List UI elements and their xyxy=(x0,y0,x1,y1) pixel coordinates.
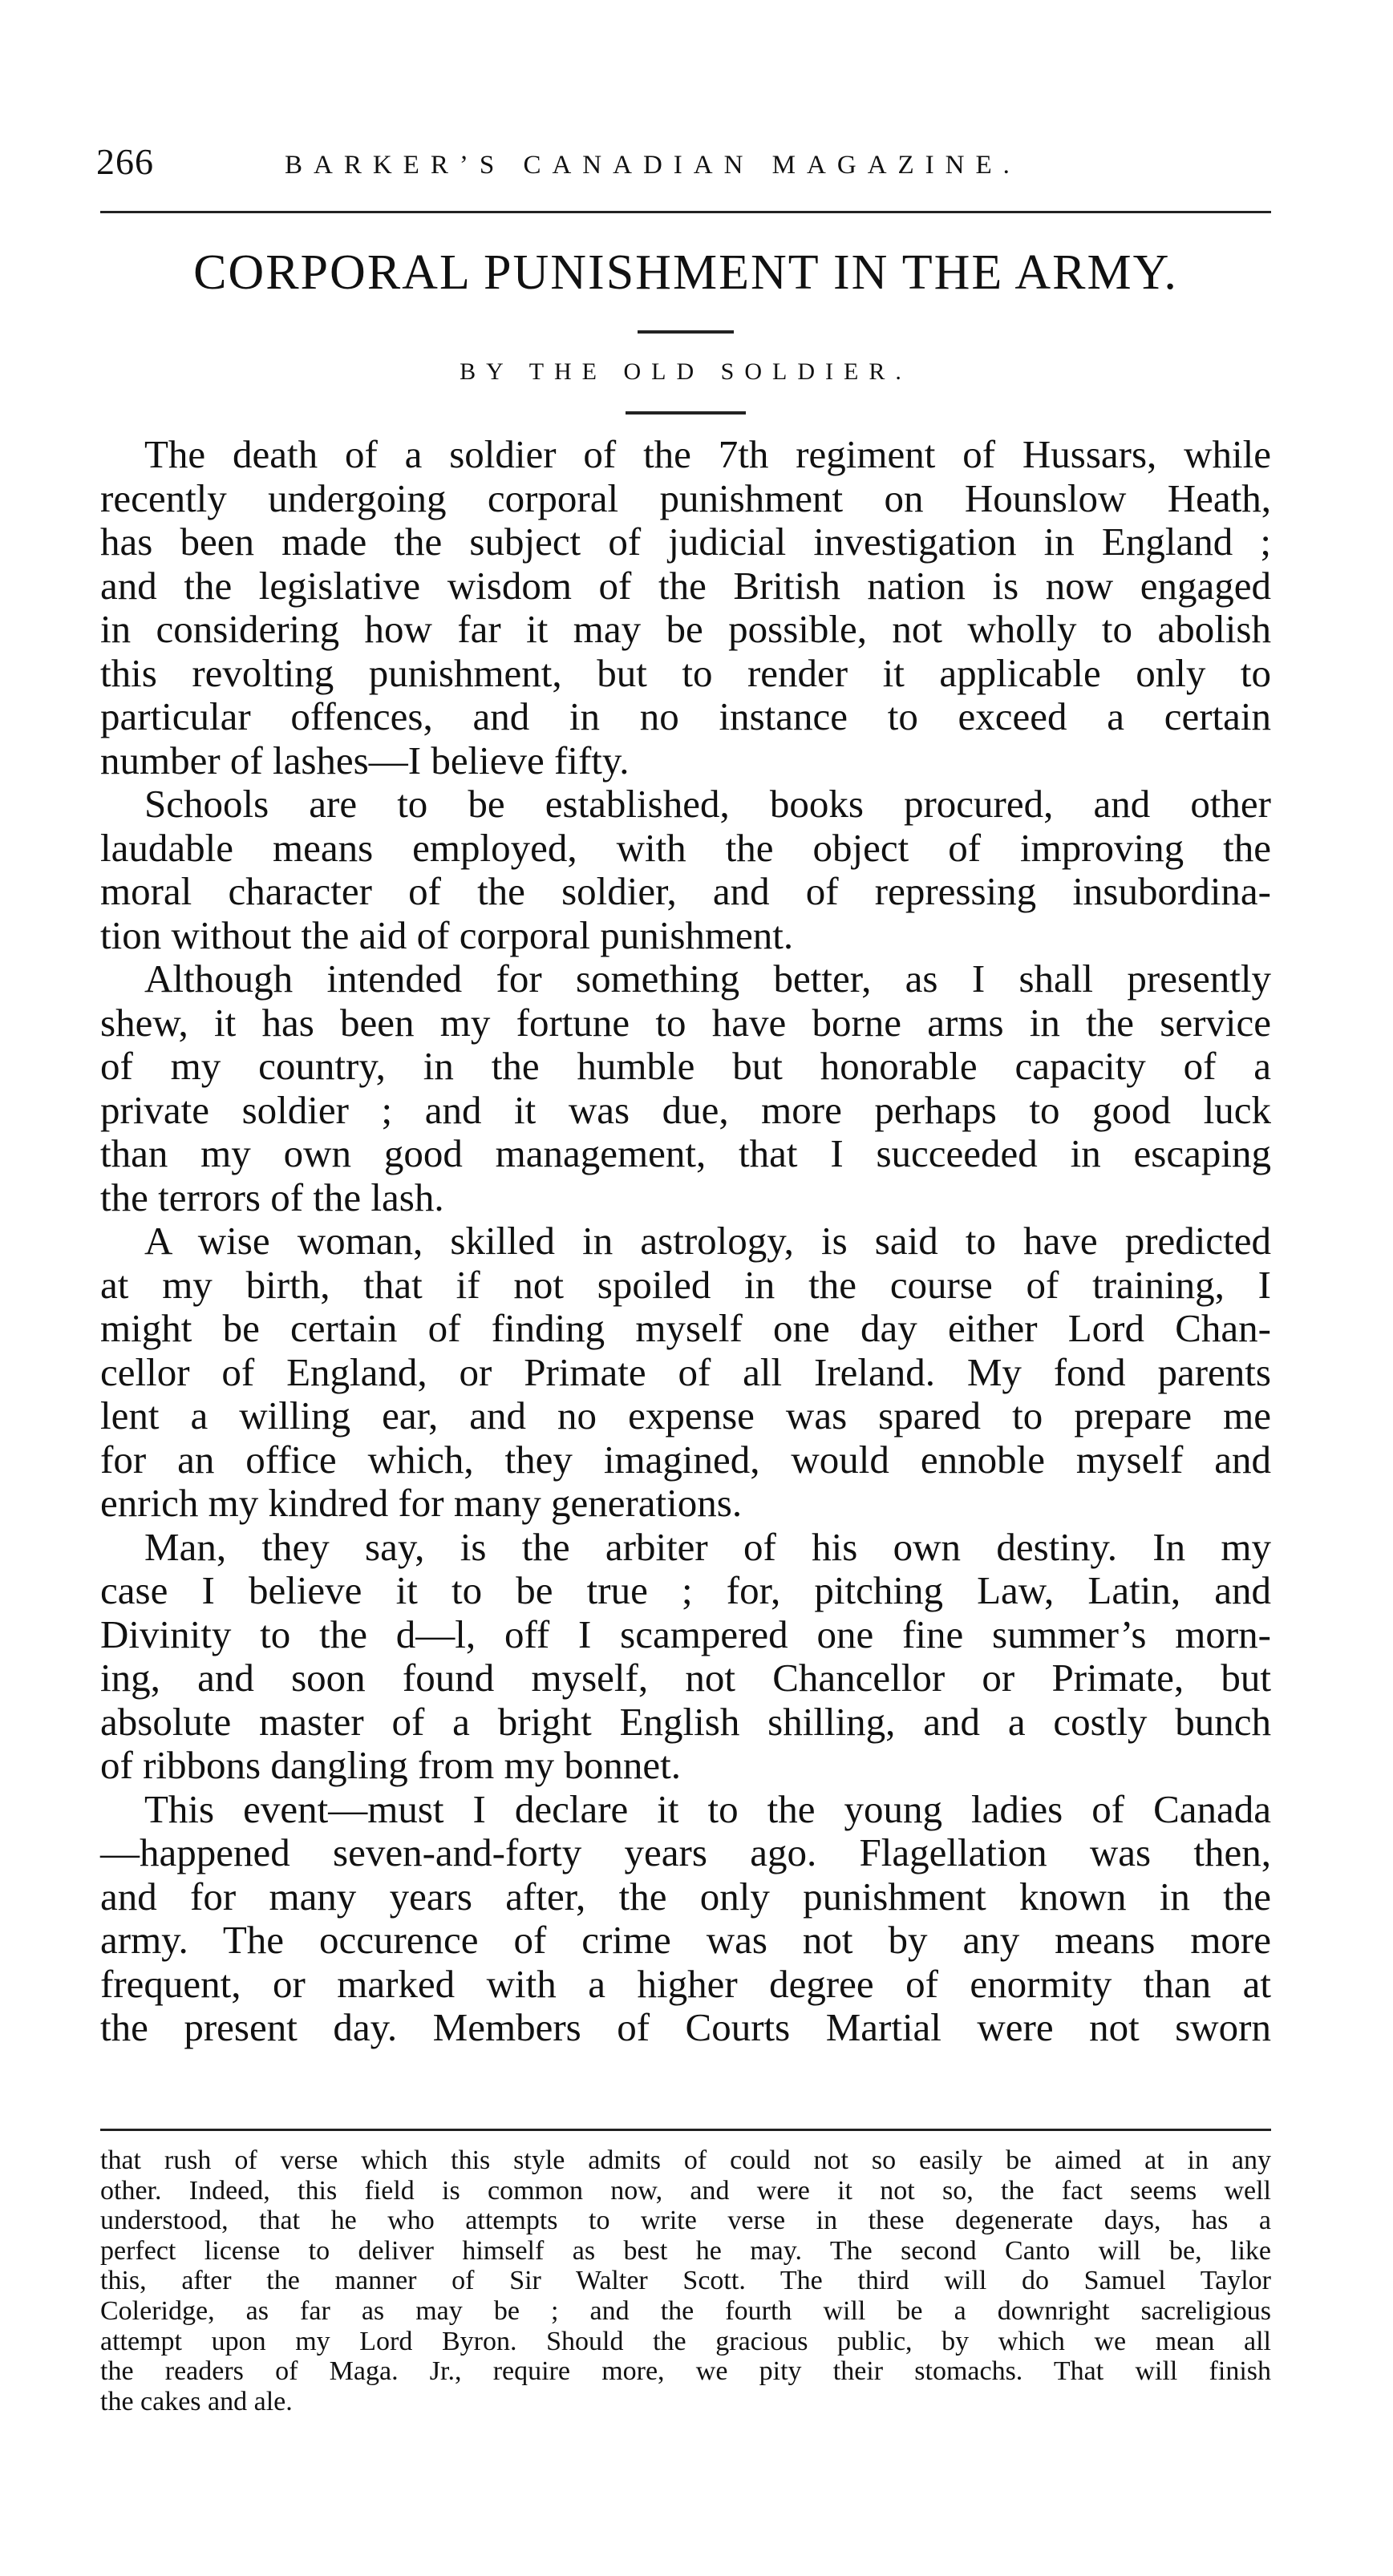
body-line: —happened seven-and-forty years ago. Flagellation was then, xyxy=(100,1830,1271,1874)
body-line: laudable means employed, with the object of improving the xyxy=(100,825,1271,870)
body-line: the present day. Members of Courts Martial were not sworn xyxy=(100,2005,1271,2049)
article-title: CORPORAL PUNISHMENT IN THE ARMY. xyxy=(193,245,1178,300)
body-line: shew, it has been my fortune to have borne arms in the service xyxy=(100,1000,1271,1045)
footnote-line: understood, that he who attempts to write verse in these degenerate days, has a xyxy=(100,2206,1271,2236)
body-line: Schools are to be established, books procured, and other xyxy=(144,782,1271,826)
title-divider xyxy=(638,330,734,334)
body-line: and for many years after, the only punishment known in the xyxy=(100,1874,1271,1919)
body-line: of ribbons dangling from my bonnet. xyxy=(100,1743,682,1787)
body-line: particular offences, and in no instance to exceed a certain xyxy=(100,694,1271,738)
body-line: This event—must I declare it to the young ladies of Canada xyxy=(144,1786,1271,1831)
body-line: has been made the subject of judicial investigation in England ; xyxy=(100,520,1271,564)
body-line: army. The occurence of crime was not by any means more xyxy=(100,1918,1271,1962)
footnote-line: perfect license to deliver himself as best he may. The second Canto will be, like xyxy=(100,2235,1271,2266)
body-line: A wise woman, skilled in astrology, is said to have predicted xyxy=(144,1219,1271,1263)
footnote-line: this, after the manner of Sir Walter Scott. The third will do Samuel Taylor xyxy=(100,2266,1271,2296)
body-line: recently undergoing corporal punishment on Hounslow Heath, xyxy=(100,475,1271,520)
article-body xyxy=(100,433,1271,2050)
body-line: The death of a soldier of the 7th regiment of Hussars, while xyxy=(144,432,1271,476)
body-line: number of lashes—I believe fifty. xyxy=(100,738,630,783)
body-line: and the legislative wisdom of the British nation is now engaged xyxy=(100,563,1271,608)
body-line: enrich my kindred for many generations. xyxy=(100,1481,743,1525)
body-line: case I believe it to be true ; for, pitching Law, Latin, and xyxy=(100,1568,1271,1612)
body-line: cellor of England, or Primate of all Ireland. My fond parents xyxy=(100,1349,1271,1394)
body-line: than my own good management, that I succeeded in escaping xyxy=(100,1131,1271,1175)
body-line: the terrors of the lash. xyxy=(100,1175,444,1219)
body-line: lent a willing ear, and no expense was spared to prepare me xyxy=(100,1393,1271,1438)
footnote-line: Coleridge, as far as may be ; and the fourth will be a downright sacreligious xyxy=(100,2295,1271,2326)
body-line: ing, and soon found myself, not Chancellor or Primate, but xyxy=(100,1656,1271,1700)
running-head-title: BARKER’S CANADIAN MAGAZINE. xyxy=(285,151,1021,180)
body-line: Although intended for something better, as I shall presently xyxy=(144,956,1271,1001)
footnote-line: other. Indeed, this field is common now, and were it not so, the fact seems well xyxy=(100,2175,1271,2206)
header-rule xyxy=(100,211,1271,213)
footnote-rule xyxy=(100,2129,1271,2131)
body-line: frequent, or marked with a higher degree of enormity than at xyxy=(100,1961,1271,2006)
body-line: tion without the aid of corporal punishment. xyxy=(100,912,794,957)
footnote-line: that rush of verse which this style admits of could not so easily be aimed at in any xyxy=(100,2145,1271,2175)
footnote-line: the readers of Maga. Jr., require more, we pity their stomachs. That will finish xyxy=(100,2356,1271,2387)
body-line: Divinity to the d—l, off I scampered one fine summer’s morn- xyxy=(100,1612,1271,1656)
body-line: Man, they say, is the arbiter of his own destiny. In my xyxy=(144,1524,1271,1569)
body-line: absolute master of a bright English shilling, and a costly bunch xyxy=(100,1699,1271,1744)
body-line: in considering how far it may be possible, not wholly to abolish xyxy=(100,607,1271,651)
body-line: might be certain of finding myself one day either Lord Chan- xyxy=(100,1306,1271,1350)
page-number: 266 xyxy=(96,141,154,182)
byline-divider xyxy=(626,411,746,415)
running-head xyxy=(96,138,1267,194)
footnote xyxy=(100,2145,1271,2416)
body-line: private soldier ; and it was due, more perhaps to good luck xyxy=(100,1087,1271,1132)
body-line: moral character of the soldier, and of repressing insubordina- xyxy=(100,869,1271,913)
footnote-line: the cakes and ale. xyxy=(100,2386,293,2416)
article-byline: BY THE OLD SOLDIER. xyxy=(460,358,912,385)
footnote-line: attempt upon my Lord Byron. Should the gracious public, by which we mean all xyxy=(100,2326,1271,2356)
body-line: at my birth, that if not spoiled in the course of training, I xyxy=(100,1262,1271,1307)
body-line: for an office which, they imagined, would ennoble myself and xyxy=(100,1437,1271,1482)
body-line: of my country, in the humble but honorable capacity of a xyxy=(100,1044,1271,1088)
body-line: this revolting punishment, but to render it applicable only to xyxy=(100,650,1271,695)
